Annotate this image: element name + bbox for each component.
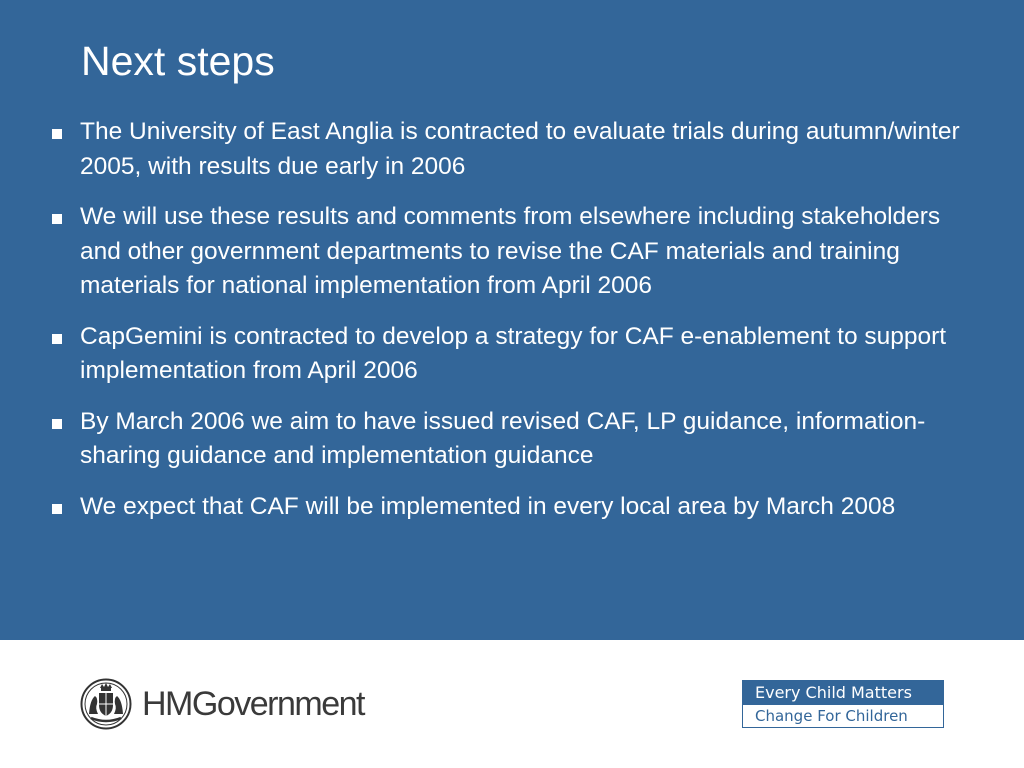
footer	[0, 640, 1024, 768]
ecm-subtitle: Change For Children	[743, 705, 943, 727]
bullet-item	[46, 320, 966, 389]
bullet-item	[46, 115, 966, 184]
hm-government-logo	[80, 678, 364, 730]
slide-title: Next steps	[81, 38, 275, 84]
bullet-item	[46, 490, 966, 525]
royal-coat-of-arms-icon	[80, 678, 132, 730]
square-bullet-icon	[52, 504, 62, 514]
square-bullet-icon	[52, 214, 62, 224]
bullet-list	[46, 115, 966, 540]
bullet-text: We will use these results and comments from elsewhere including stakeholders and other government departments to revise the CAF materials and training materials for national implementation from April 2006	[80, 203, 941, 299]
bullet-text: By March 2006 we aim to have issued revised CAF, LP guidance, information-sharing guidance and implementation guidance	[80, 407, 926, 469]
bullet-item	[46, 405, 966, 474]
square-bullet-icon	[52, 334, 62, 344]
bullet-item	[46, 200, 966, 304]
hm-government-wordmark: HMGovernment	[142, 684, 364, 723]
ecm-title: Every Child Matters	[743, 681, 943, 705]
bullet-text: The University of East Anglia is contracted to evaluate trials during autumn/winter 2005, with results due early in 2006	[80, 118, 960, 180]
bullet-text: We expect that CAF will be implemented in every local area by March 2008	[80, 492, 896, 520]
square-bullet-icon	[52, 129, 62, 139]
bullet-text: CapGemini is contracted to develop a strategy for CAF e-enablement to support implementation from April 2006	[80, 322, 947, 384]
every-child-matters-logo	[742, 680, 944, 728]
square-bullet-icon	[52, 419, 62, 429]
